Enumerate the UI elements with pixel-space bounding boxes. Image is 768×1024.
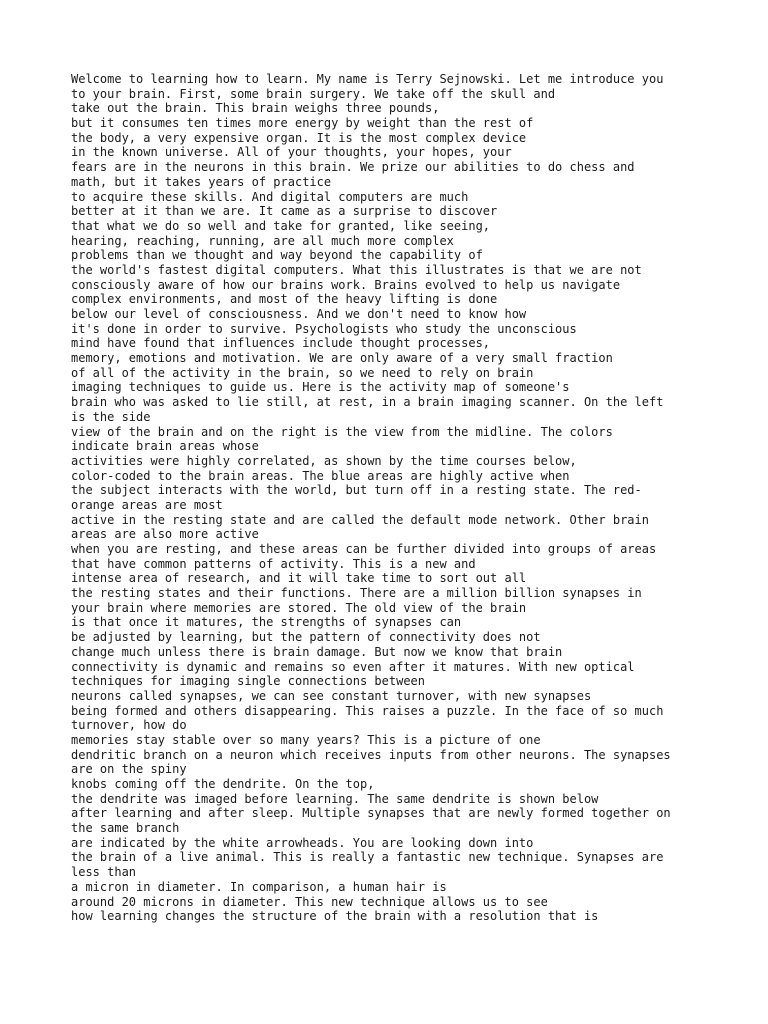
text-line: neurons called synapses, we can see constant turnover, with new synapses [71,688,592,703]
text-line: orange areas are most [71,497,223,512]
text-line: that what we do so well and take for granted, like seeing, [71,218,491,233]
text-line: fears are in the neurons in this brain. We prize our abilities to do chess and [71,160,635,175]
text-line: the subject interacts with the world, but turn off in a resting state. The red- [71,483,642,498]
transcript-text [71,72,711,924]
text-line: knobs coming off the dendrite. On the top, [71,777,375,791]
text-line: a micron in diameter. In comparison, a human hair is [71,879,447,894]
text-line: view of the brain and on the right is the view from the midline. The colors [71,424,613,439]
text-line: when you are resting, and these areas can be further divided into groups of areas [71,542,657,556]
text-line: it's done in order to survive. Psychologists who study the unconscious [71,321,577,336]
text-line: is that once it matures, the strengths of synapses can [71,615,462,630]
text-line: being formed and others disappearing. This raises a puzzle. In the face of so much [71,703,664,718]
text-line: the dendrite was imaged before learning. The same dendrite is shown below [71,791,599,806]
text-line: techniques for imaging single connections between [71,674,426,689]
text-line: the world's fastest digital computers. What this illustrates is that we are not [71,262,642,277]
text-line: how learning changes the structure of the brain with a resolution that is [71,909,599,924]
text-line: less than [71,865,137,880]
text-line: memory, emotions and motivation. We are only aware of a very small fraction [71,351,613,366]
text-line: Welcome to learning how to learn. My name is Terry Sejnowski. Let me introduce you [71,72,664,86]
text-line: complex environments, and most of the heavy lifting is done [71,292,498,307]
text-line: be adjusted by learning, but the pattern of connectivity does not [71,630,541,645]
text-line: change much unless there is brain damage. But now we know that brain [71,644,563,659]
text-line: to your brain. First, some brain surgery. We take off the skull and [71,86,556,101]
text-line: the body, a very expensive organ. It is the most complex device [71,130,527,145]
text-line: are indicated by the white arrowheads. You are looking down into [71,835,534,850]
text-line: to acquire these skills. And digital computers are much [71,189,469,204]
text-line: imaging techniques to guide us. Here is the activity map of someone's [71,380,570,395]
text-line: the brain of a live animal. This is really a fantastic new technique. Synapses are [71,850,664,865]
text-line: math, but it takes years of practice [71,174,332,189]
text-line: better at it than we are. It came as a surprise to discover [71,204,498,219]
text-line: take out the brain. This brain weighs three pounds, [71,101,440,116]
text-line: active in the resting state and are called the default mode network. Other brain [71,512,649,527]
text-line: that have common patterns of activity. This is a new and [71,556,476,571]
text-line: consciously aware of how our brains work. Brains evolved to help us navigate [71,277,621,292]
text-line: memories stay stable over so many years? This is a picture of one [71,732,541,747]
text-line: connectivity is dynamic and remains so even after it matures. With new optical [71,659,635,674]
text-line: brain who was asked to lie still, at rest, in a brain imaging scanner. On the left [71,395,664,410]
text-line: is the side [71,409,151,424]
text-line: intense area of research, and it will take time to sort out all [71,571,527,586]
text-line: the resting states and their functions. There are a million billion synapses in [71,586,642,601]
text-line: after learning and after sleep. Multiple synapses that are newly formed together on [71,806,671,821]
text-line: problems than we thought and way beyond the capability of [71,248,483,263]
text-line: activities were highly correlated, as shown by the time courses below, [71,453,577,468]
text-line: your brain where memories are stored. The old view of the brain [71,600,527,615]
text-line: of all of the activity in the brain, so we need to rely on brain [71,365,534,380]
text-line: areas are also more active [71,527,259,542]
text-line: color-coded to the brain areas. The blue areas are highly active when [71,468,570,483]
text-line: dendritic branch on a neuron which receives inputs from other neurons. The synapses [71,747,671,762]
text-line: the same branch [71,821,180,836]
text-line: hearing, reaching, running, are all much more complex [71,233,454,248]
text-line: mind have found that influences include thought processes, [71,336,491,351]
text-line: around 20 microns in diameter. This new technique allows us to see [71,894,548,909]
text-line: but it consumes ten times more energy by weight than the rest of [71,116,534,131]
text-line: turnover, how do [71,718,187,733]
text-line: indicate brain areas whose [71,439,259,454]
text-line: below our level of consciousness. And we don't need to know how [71,307,527,321]
text-line: are on the spiny [71,762,187,777]
text-line: in the known universe. All of your thoughts, your hopes, your [71,145,512,160]
